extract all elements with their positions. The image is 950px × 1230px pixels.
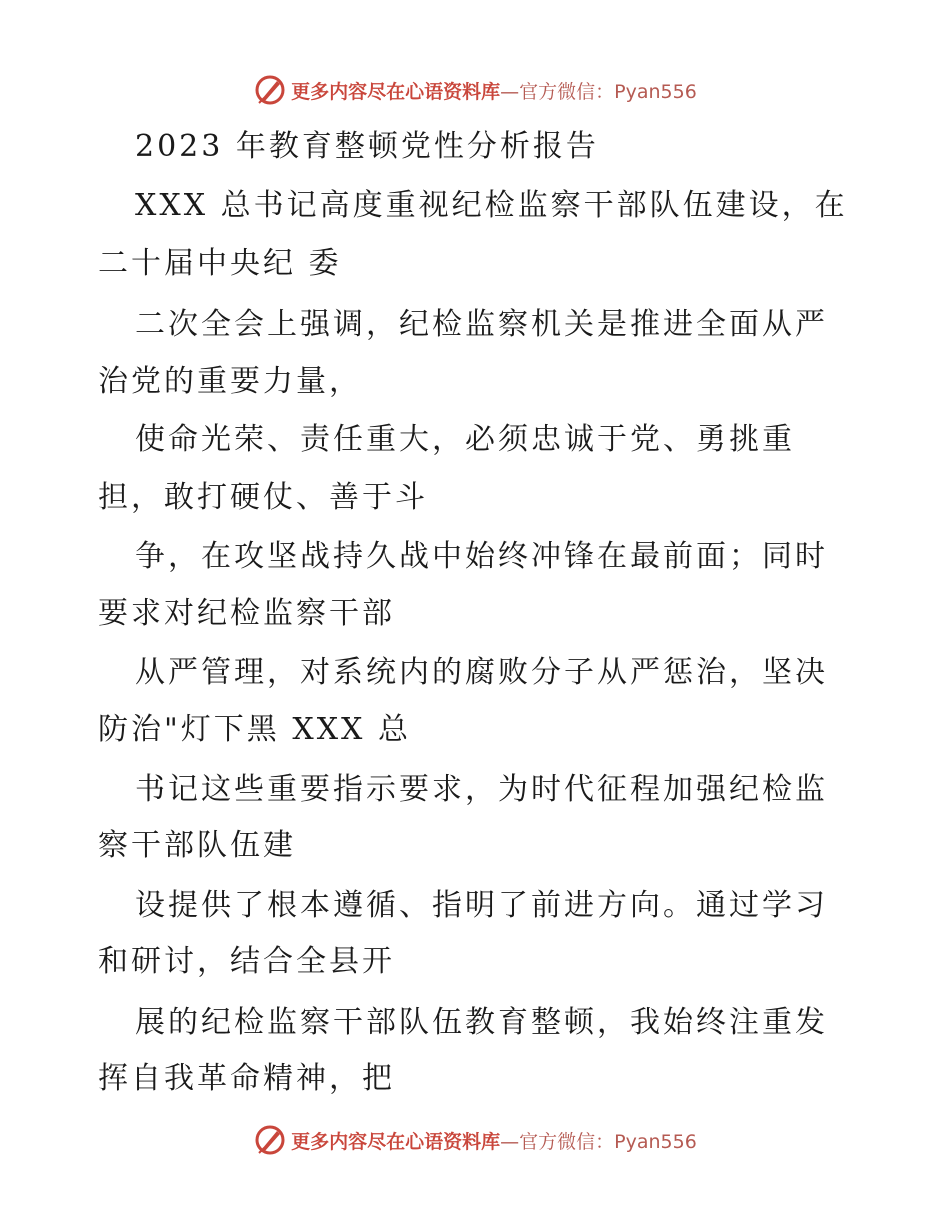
text-line: 防治"灯下黑 XXX 总 xyxy=(98,712,411,747)
banner-title: 更多内容尽在心语资料库 xyxy=(291,1130,501,1153)
text-line: XXX 总书记高度重视纪检监察干部队伍建设，在 xyxy=(135,188,848,223)
text-line: 争，在攻坚战持久战中始终冲锋在最前面；同时 xyxy=(135,539,828,574)
footer-banner xyxy=(0,1120,950,1160)
text-line: 治党的重要力量， xyxy=(98,364,362,399)
text-line: 设提供了根本遵循、指明了前进方向。通过学习 xyxy=(135,888,828,923)
text-line: 要求对纪检监察干部 xyxy=(98,596,395,631)
banner-wechat: —官方微信：Pyan556 xyxy=(500,1130,697,1153)
text-line: 二次全会上强调，纪检监察机关是推进全面从严 xyxy=(135,307,828,342)
text-line: 担，敢打硬仗、善于斗 xyxy=(98,480,428,515)
text-line: 察干部队伍建 xyxy=(98,828,296,863)
text-line: 和研讨，结合全县开 xyxy=(98,944,395,979)
text-line: 二十届中央纪 委 xyxy=(98,246,342,281)
text-line: 展的纪检监察干部队伍教育整顿，我始终注重发 xyxy=(135,1005,828,1040)
quill-pen-logo-icon xyxy=(253,1123,287,1157)
banner-wechat: —官方微信：Pyan556 xyxy=(500,80,697,103)
banner-title: 更多内容尽在心语资料库 xyxy=(291,80,501,103)
text-line: 使命光荣、责任重大，必须忠诚于党、勇挑重 xyxy=(135,422,795,457)
text-line: 挥自我革命精神，把 xyxy=(98,1061,395,1096)
text-line: 书记这些重要指示要求，为时代征程加强纪检监 xyxy=(135,772,828,807)
text-line: 从严管理，对系统内的腐败分子从严惩治，坚决 xyxy=(135,655,828,690)
document-title: 2023 年教育整顿党性分析报告 xyxy=(135,129,599,164)
